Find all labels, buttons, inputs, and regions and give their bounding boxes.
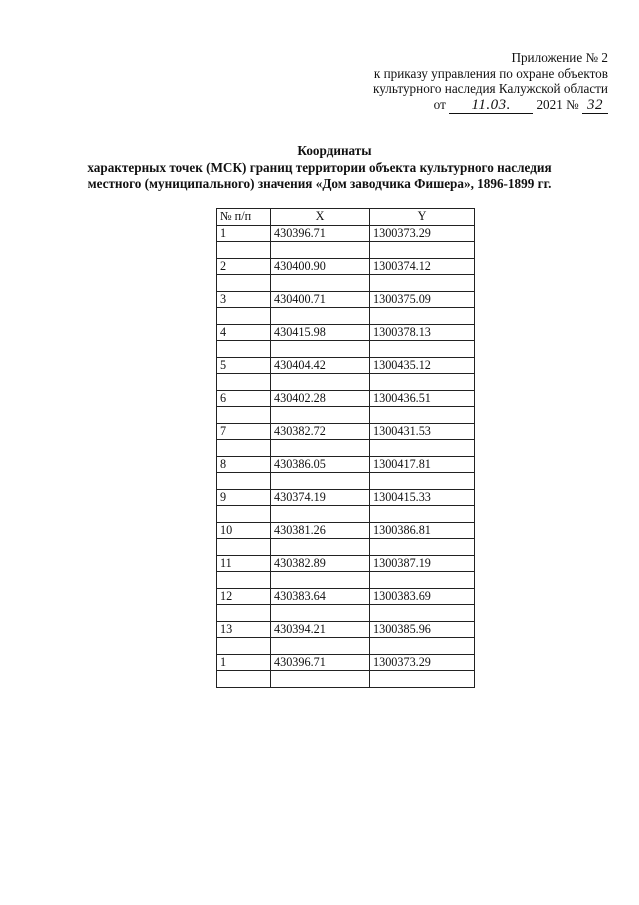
table-row xyxy=(217,423,475,440)
document-title xyxy=(0,143,639,193)
empty-cell xyxy=(271,638,370,655)
empty-cell xyxy=(271,572,370,589)
table-row xyxy=(217,324,475,341)
empty-cell xyxy=(370,506,475,523)
empty-cell xyxy=(217,572,271,589)
empty-cell xyxy=(271,275,370,292)
empty-cell xyxy=(271,341,370,358)
y-coordinate-cell: 1300374.12 xyxy=(370,258,475,275)
table-spacer-row xyxy=(217,308,475,325)
x-coordinate-cell: 430396.71 xyxy=(271,654,370,671)
title-heading: Координаты xyxy=(297,143,372,158)
point-number-cell: 1 xyxy=(217,225,271,242)
table-spacer-row xyxy=(217,506,475,523)
column-header-x: X xyxy=(271,209,370,226)
point-number-cell: 6 xyxy=(217,390,271,407)
table-spacer-row xyxy=(217,407,475,424)
table-spacer-row xyxy=(217,275,475,292)
empty-cell xyxy=(370,572,475,589)
empty-cell xyxy=(370,440,475,457)
y-coordinate-cell: 1300373.29 xyxy=(370,225,475,242)
x-coordinate-cell: 430396.71 xyxy=(271,225,370,242)
table-row xyxy=(217,225,475,242)
empty-cell xyxy=(217,374,271,391)
authority-name: культурного наследия Калужской области xyxy=(373,81,608,96)
empty-cell xyxy=(217,671,271,688)
y-coordinate-cell: 1300431.53 xyxy=(370,423,475,440)
empty-cell xyxy=(217,275,271,292)
y-coordinate-cell: 1300386.81 xyxy=(370,522,475,539)
empty-cell xyxy=(271,539,370,556)
order-number-field xyxy=(582,97,608,115)
empty-cell xyxy=(271,308,370,325)
x-coordinate-cell: 430382.89 xyxy=(271,555,370,572)
empty-cell xyxy=(370,473,475,490)
order-reference: к приказу управления по охране объектов xyxy=(373,65,608,81)
column-header-number: № п/п xyxy=(217,209,271,226)
empty-cell xyxy=(217,308,271,325)
y-coordinate-cell: 1300383.69 xyxy=(370,588,475,605)
coordinates-table xyxy=(216,208,475,688)
table-row xyxy=(217,390,475,407)
empty-cell xyxy=(370,539,475,556)
empty-cell xyxy=(370,605,475,622)
y-coordinate-cell: 1300436.51 xyxy=(370,390,475,407)
point-number-cell: 10 xyxy=(217,522,271,539)
x-coordinate-cell: 430404.42 xyxy=(271,357,370,374)
table-row xyxy=(217,555,475,572)
point-number-cell: 1 xyxy=(217,654,271,671)
table-row xyxy=(217,291,475,308)
y-coordinate-cell: 1300387.19 xyxy=(370,555,475,572)
x-coordinate-cell: 430383.64 xyxy=(271,588,370,605)
table-spacer-row xyxy=(217,539,475,556)
table-spacer-row xyxy=(217,374,475,391)
empty-cell xyxy=(370,341,475,358)
empty-cell xyxy=(271,374,370,391)
point-number-cell: 7 xyxy=(217,423,271,440)
empty-cell xyxy=(370,407,475,424)
order-year: 2021 № xyxy=(536,96,579,112)
empty-cell xyxy=(271,671,370,688)
empty-cell xyxy=(217,242,271,259)
point-number-cell: 8 xyxy=(217,456,271,473)
point-number-cell: 4 xyxy=(217,324,271,341)
empty-cell xyxy=(217,341,271,358)
appendix-label: Приложение № 2 xyxy=(511,50,608,65)
y-coordinate-cell: 1300415.33 xyxy=(370,489,475,506)
x-coordinate-cell: 430400.71 xyxy=(271,291,370,308)
table-spacer-row xyxy=(217,440,475,457)
x-coordinate-cell: 430386.05 xyxy=(271,456,370,473)
x-coordinate-cell: 430374.19 xyxy=(271,489,370,506)
date-prefix: от xyxy=(433,96,446,112)
order-date-field xyxy=(449,97,533,115)
y-coordinate-cell: 1300417.81 xyxy=(370,456,475,473)
point-number-cell: 5 xyxy=(217,357,271,374)
empty-cell xyxy=(271,506,370,523)
y-coordinate-cell: 1300378.13 xyxy=(370,324,475,341)
order-date-handwritten: 11.03. xyxy=(471,96,511,113)
appendix-header xyxy=(373,50,608,114)
empty-cell xyxy=(271,242,370,259)
point-number-cell: 3 xyxy=(217,291,271,308)
table-row xyxy=(217,654,475,671)
x-coordinate-cell: 430381.26 xyxy=(271,522,370,539)
title-subject: характерных точек (МСК) границ территории объекта культурного наследия xyxy=(87,159,552,175)
empty-cell xyxy=(271,440,370,457)
y-coordinate-cell: 1300373.29 xyxy=(370,654,475,671)
point-number-cell: 12 xyxy=(217,588,271,605)
table-header-row xyxy=(217,209,475,226)
point-number-cell: 13 xyxy=(217,621,271,638)
table-spacer-row xyxy=(217,671,475,688)
table-spacer-row xyxy=(217,605,475,622)
table-spacer-row xyxy=(217,572,475,589)
empty-cell xyxy=(370,671,475,688)
coordinates-table-body xyxy=(217,225,475,687)
table-row xyxy=(217,588,475,605)
table-row xyxy=(217,489,475,506)
order-date-line xyxy=(373,97,608,115)
x-coordinate-cell: 430415.98 xyxy=(271,324,370,341)
point-number-cell: 11 xyxy=(217,555,271,572)
y-coordinate-cell: 1300385.96 xyxy=(370,621,475,638)
table-row xyxy=(217,258,475,275)
title-object: местного (муниципального) значения «Дом заводчика Фишера», 1896-1899 гг. xyxy=(87,176,552,191)
point-number-cell: 2 xyxy=(217,258,271,275)
table-row xyxy=(217,456,475,473)
empty-cell xyxy=(370,374,475,391)
column-header-y: Y xyxy=(370,209,475,226)
empty-cell xyxy=(217,440,271,457)
empty-cell xyxy=(370,242,475,259)
empty-cell xyxy=(271,407,370,424)
x-coordinate-cell: 430394.21 xyxy=(271,621,370,638)
x-coordinate-cell: 430400.90 xyxy=(271,258,370,275)
table-row xyxy=(217,357,475,374)
point-number-cell: 9 xyxy=(217,489,271,506)
empty-cell xyxy=(271,605,370,622)
empty-cell xyxy=(370,638,475,655)
table-spacer-row xyxy=(217,473,475,490)
empty-cell xyxy=(217,638,271,655)
empty-cell xyxy=(217,506,271,523)
y-coordinate-cell: 1300375.09 xyxy=(370,291,475,308)
table-spacer-row xyxy=(217,638,475,655)
x-coordinate-cell: 430382.72 xyxy=(271,423,370,440)
order-number-handwritten: 32 xyxy=(587,96,603,113)
table-spacer-row xyxy=(217,341,475,358)
x-coordinate-cell: 430402.28 xyxy=(271,390,370,407)
empty-cell xyxy=(271,473,370,490)
y-coordinate-cell: 1300435.12 xyxy=(370,357,475,374)
table-spacer-row xyxy=(217,242,475,259)
empty-cell xyxy=(370,275,475,292)
table-row xyxy=(217,522,475,539)
empty-cell xyxy=(217,605,271,622)
table-row xyxy=(217,621,475,638)
empty-cell xyxy=(217,539,271,556)
empty-cell xyxy=(370,308,475,325)
empty-cell xyxy=(217,407,271,424)
empty-cell xyxy=(217,473,271,490)
